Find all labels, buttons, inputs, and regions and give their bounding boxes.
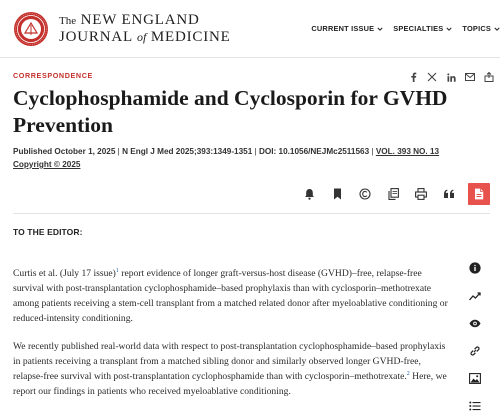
- nav-topics-label: TOPICS: [462, 24, 491, 33]
- nav-specialties-label: SPECIALTIES: [393, 24, 444, 33]
- article-toolbar: [288, 183, 490, 205]
- top-navigation: [311, 24, 500, 33]
- share-bar: [399, 72, 494, 82]
- journal-masthead[interactable]: [59, 12, 231, 45]
- masthead-the: The: [59, 15, 77, 27]
- facebook-icon[interactable]: [408, 72, 418, 82]
- paragraph-1-text-b: report evidence of longer graft-versus-host disease (GVHD)–free, relapse-free survival with post-transplantation cyclophosphamide–based prophylaxis than with cyclosporin–methotrexate among patients receiving a stem-cell transplant from a matched related donor after myeloablative conditioning or reduced-intensity conditioning.: [13, 268, 448, 324]
- list-icon[interactable]: [469, 400, 481, 412]
- chevron-down-icon: [494, 26, 500, 32]
- nav-current-issue[interactable]: [311, 24, 383, 33]
- metrics-icon[interactable]: [469, 290, 481, 302]
- chevron-down-icon: [377, 26, 383, 32]
- bookmark-icon[interactable]: [330, 187, 344, 201]
- masthead-journal: JOURNAL: [59, 29, 133, 45]
- site-header: [0, 0, 500, 58]
- separator: |: [371, 147, 374, 156]
- published-date: Published October 1, 2025: [13, 147, 116, 156]
- paragraph-2-text-b: Here, we report our findings in patients who received myeloablative conditioning.: [13, 371, 447, 397]
- image-icon[interactable]: [469, 372, 481, 384]
- copyright-icon[interactable]: [358, 187, 372, 201]
- quote-icon[interactable]: [442, 187, 456, 201]
- volume-link[interactable]: VOL. 393 NO. 13: [375, 147, 440, 156]
- separator: |: [254, 147, 257, 156]
- paragraph-1-text-a: Curtis et al. (July 17 issue): [13, 268, 116, 279]
- x-icon[interactable]: [427, 72, 437, 82]
- article-side-rail: [461, 262, 489, 418]
- email-icon[interactable]: [465, 72, 475, 82]
- pdf-download-button[interactable]: [468, 183, 490, 205]
- masthead-of: of: [136, 30, 147, 44]
- masthead-medicine: MEDICINE: [150, 29, 231, 45]
- nav-current-issue-label: CURRENT ISSUE: [311, 24, 375, 33]
- section-label[interactable]: CORRESPONDENCE: [13, 71, 93, 80]
- paragraph-2-text-a: We recently published real-world data with respect to post-transplantation cyclophosphamide–based prophylaxis in patients receiving a transplant from a matched sibling donor and similarly observed longer GVHD-free, relapse-free survival with post-transplantation cyclophosphamide than with cyclosporin–methotrexate.: [13, 341, 446, 382]
- doi-link[interactable]: DOI: 10.1056/NEJMc2511563: [258, 147, 370, 156]
- article-title: Cyclophosphamide and Cyclosporin for GVHD Prevention: [13, 86, 448, 137]
- to-editor-heading: TO THE EDITOR:: [13, 227, 83, 237]
- nejm-seal-logo[interactable]: [13, 11, 49, 47]
- chevron-down-icon: [446, 26, 452, 32]
- copyright-link[interactable]: Copyright © 2025: [13, 160, 81, 169]
- link-icon[interactable]: [469, 345, 481, 357]
- masthead-line1: NEW ENGLAND: [80, 12, 200, 28]
- nav-specialties[interactable]: [393, 24, 452, 33]
- pdf-icon: [474, 188, 484, 200]
- paragraph-1: [13, 266, 453, 326]
- nav-topics[interactable]: [462, 24, 500, 33]
- view-icon[interactable]: [469, 317, 481, 329]
- share-icon[interactable]: [484, 72, 494, 82]
- paragraph-2: [13, 339, 453, 399]
- copy-icon[interactable]: [386, 187, 400, 201]
- citation: N Engl J Med 2025;393:1349-1351: [122, 147, 253, 156]
- separator: |: [117, 147, 120, 156]
- reference-2-link[interactable]: 2: [406, 370, 410, 377]
- header-divider: [13, 213, 490, 214]
- print-icon[interactable]: [414, 187, 428, 201]
- info-icon[interactable]: [469, 262, 481, 274]
- reference-1-link[interactable]: 1: [115, 267, 119, 274]
- linkedin-icon[interactable]: [446, 72, 456, 82]
- publication-info: [13, 145, 493, 171]
- bell-icon[interactable]: [302, 187, 316, 201]
